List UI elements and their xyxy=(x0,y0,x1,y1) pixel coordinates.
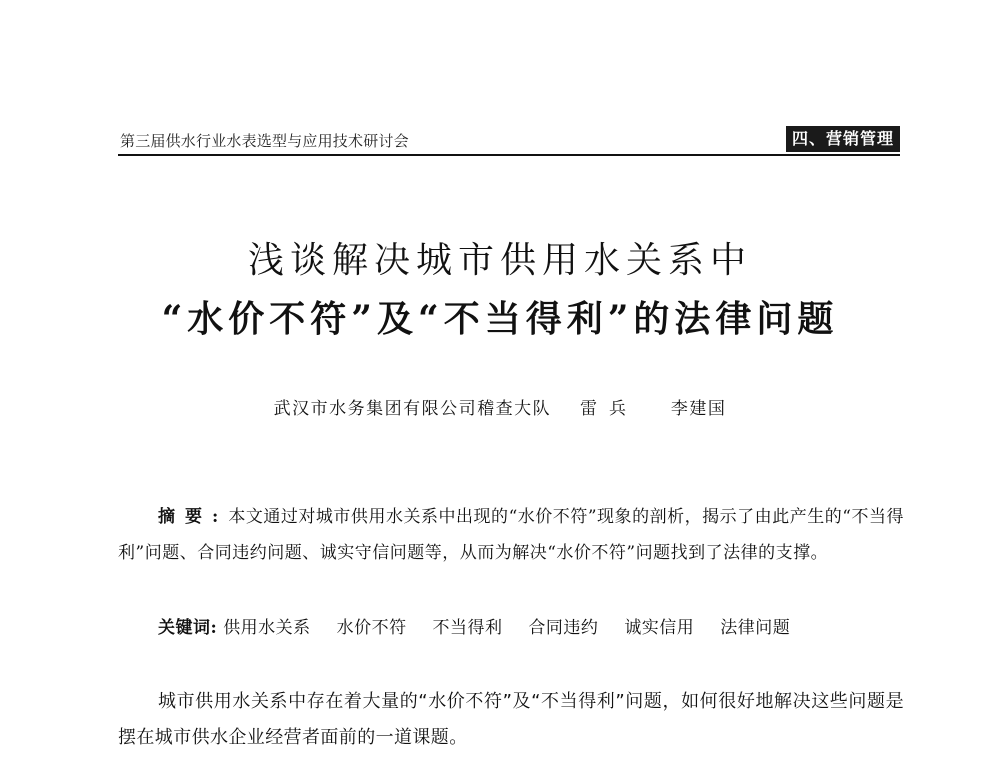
keyword: 水价不符 xyxy=(336,618,407,638)
keyword: 供用水关系 xyxy=(223,618,311,638)
keyword: 合同违约 xyxy=(528,618,599,638)
keyword: 法律问题 xyxy=(720,618,791,638)
author-byline xyxy=(0,394,1000,419)
running-header xyxy=(118,128,900,156)
author-name: 雷兵 xyxy=(580,399,638,419)
conference-name: 第三届供水行业水表选型与应用技术研讨会 xyxy=(120,132,409,150)
abstract xyxy=(118,499,904,571)
title-line-1: 浅谈解决城市供用水关系中 xyxy=(247,240,752,281)
title-line-2: “水价不符”及“不当得利”的法律问题 xyxy=(161,298,839,340)
keywords xyxy=(158,613,904,643)
abstract-text: 本文通过对城市供用水关系中出现的“水价不符”现象的剖析，揭示了由此产生的“不当得利”问题、合同违约问题、诚实守信问题等，从而为解决“水价不符”问题找到了法律的支撑。 xyxy=(118,507,904,563)
author-organization: 武汉市水务集团有限公司稽查大队 xyxy=(273,399,552,419)
author-name: 李建国 xyxy=(670,399,727,419)
keyword: 不当得利 xyxy=(432,618,503,638)
keyword: 诚实信用 xyxy=(624,618,695,638)
section-badge: 四、营销管理 xyxy=(786,126,900,152)
keywords-label: 关键词: xyxy=(158,618,218,638)
body-paragraph: 城市供用水关系中存在着大量的“水价不符”及“不当得利”问题，如何很好地解决这些问题是摆在城市供水企业经营者面前的一道课题。 xyxy=(118,691,904,748)
abstract-label: 摘要: xyxy=(158,507,229,527)
article-title xyxy=(0,232,1000,348)
